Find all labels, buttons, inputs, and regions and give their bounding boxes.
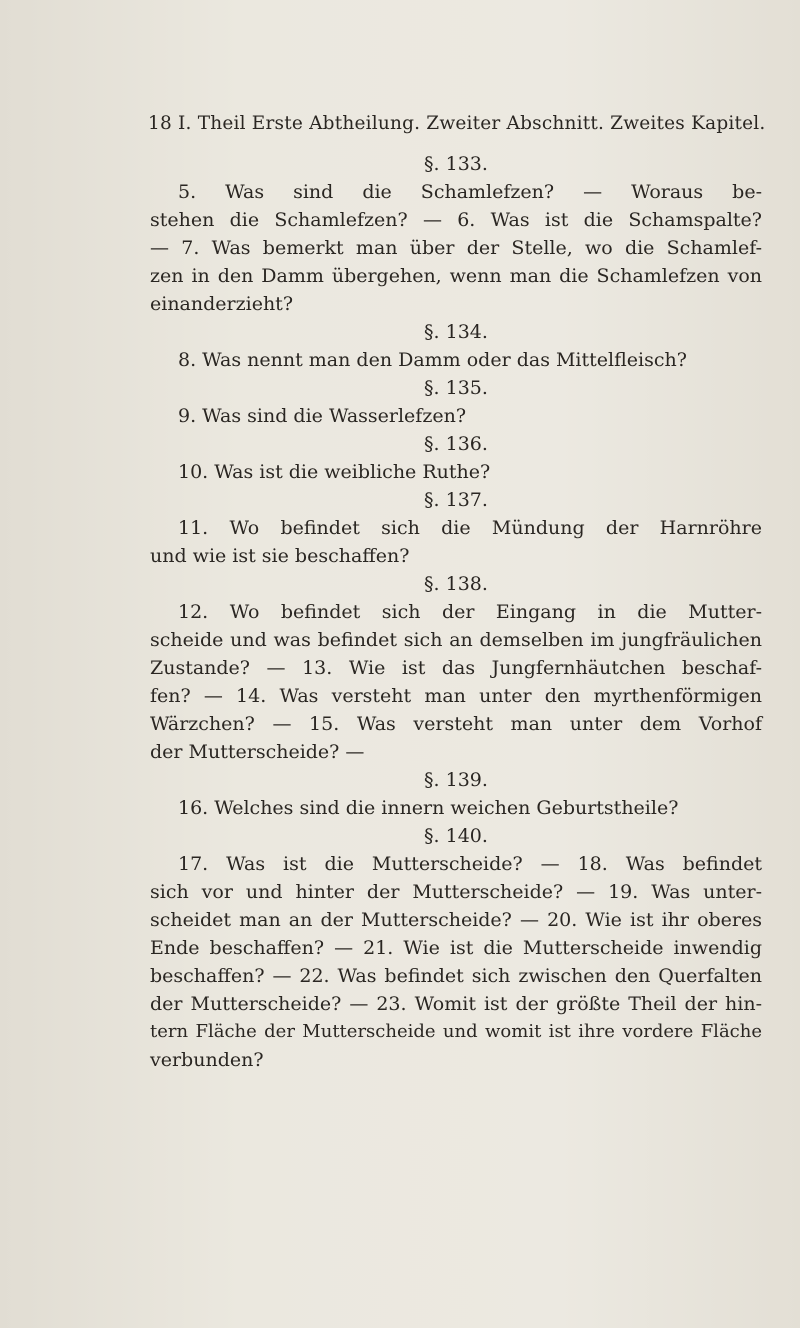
section-heading-136: §. 136. bbox=[424, 433, 488, 455]
section-heading-135: §. 135. bbox=[424, 377, 488, 399]
text-line: 5. Was sind die Schamlefzen? — Woraus be- bbox=[178, 181, 762, 203]
text-line: 9. Was sind die Wasserlefzen? bbox=[178, 405, 467, 427]
text-line: der Mutterscheide? — bbox=[150, 741, 365, 763]
text-line: Wärzchen? — 15. Was versteht man unter dem Vorhof bbox=[150, 713, 762, 735]
text-line: der Mutterscheide? — 23. Womit ist der größte Theil der hin- bbox=[150, 993, 762, 1015]
section-heading-137: §. 137. bbox=[424, 489, 488, 511]
text-line: sich vor und hinter der Mutterscheide? — 19. Was unter- bbox=[150, 881, 762, 903]
text-line: fen? — 14. Was versteht man unter den myrthenförmigen bbox=[150, 685, 762, 707]
text-line: 12. Wo befindet sich der Eingang in die Mutter- bbox=[178, 601, 762, 623]
text-line: scheide und was befindet sich an demselben im jungfräulichen bbox=[150, 629, 762, 651]
section-heading-134: §. 134. bbox=[424, 321, 488, 343]
text-line: zen in den Damm übergehen, wenn man die Schamlefzen von bbox=[150, 265, 762, 287]
text-line: scheidet man an der Mutterscheide? — 20. Wie ist ihr oberes bbox=[150, 909, 762, 931]
text-line: 11. Wo befindet sich die Mündung der Harnröhre bbox=[178, 517, 762, 539]
text-line: beschaffen? — 22. Was befindet sich zwischen den Querfalten bbox=[150, 965, 762, 987]
text-line: 10. Was ist die weibliche Ruthe? bbox=[178, 461, 491, 483]
text-line: verbunden? bbox=[150, 1049, 264, 1071]
text-line: Zustande? — 13. Wie ist das Jungfernhäutchen beschaf- bbox=[150, 657, 762, 679]
text-line: — 7. Was bemerkt man über der Stelle, wo die Schamlef- bbox=[150, 237, 762, 259]
running-header: 18 I. Theil Erste Abtheilung. Zweiter Abschnitt. Zweites Kapitel. bbox=[148, 113, 766, 134]
section-heading-140: §. 140. bbox=[424, 825, 488, 847]
text-line: und wie ist sie beschaffen? bbox=[150, 545, 410, 567]
text-block bbox=[150, 150, 762, 1074]
text-line: 8. Was nennt man den Damm oder das Mittelfleisch? bbox=[178, 349, 687, 371]
text-line: 17. Was ist die Mutterscheide? — 18. Was befindet bbox=[178, 853, 762, 875]
text-line: stehen die Schamlefzen? — 6. Was ist die Schamspalte? bbox=[150, 209, 762, 231]
section-heading-133: §. 133. bbox=[424, 153, 488, 175]
text-line: tern Fläche der Mutterscheide und womit ist ihre vordere Fläche bbox=[150, 1021, 762, 1042]
section-heading-139: §. 139. bbox=[424, 769, 488, 791]
text-line: 16. Welches sind die innern weichen Geburtstheile? bbox=[178, 797, 679, 819]
text-line: Ende beschaffen? — 21. Wie ist die Mutterscheide inwendig bbox=[150, 937, 762, 959]
text-line: einanderzieht? bbox=[150, 293, 294, 315]
section-heading-138: §. 138. bbox=[424, 573, 488, 595]
